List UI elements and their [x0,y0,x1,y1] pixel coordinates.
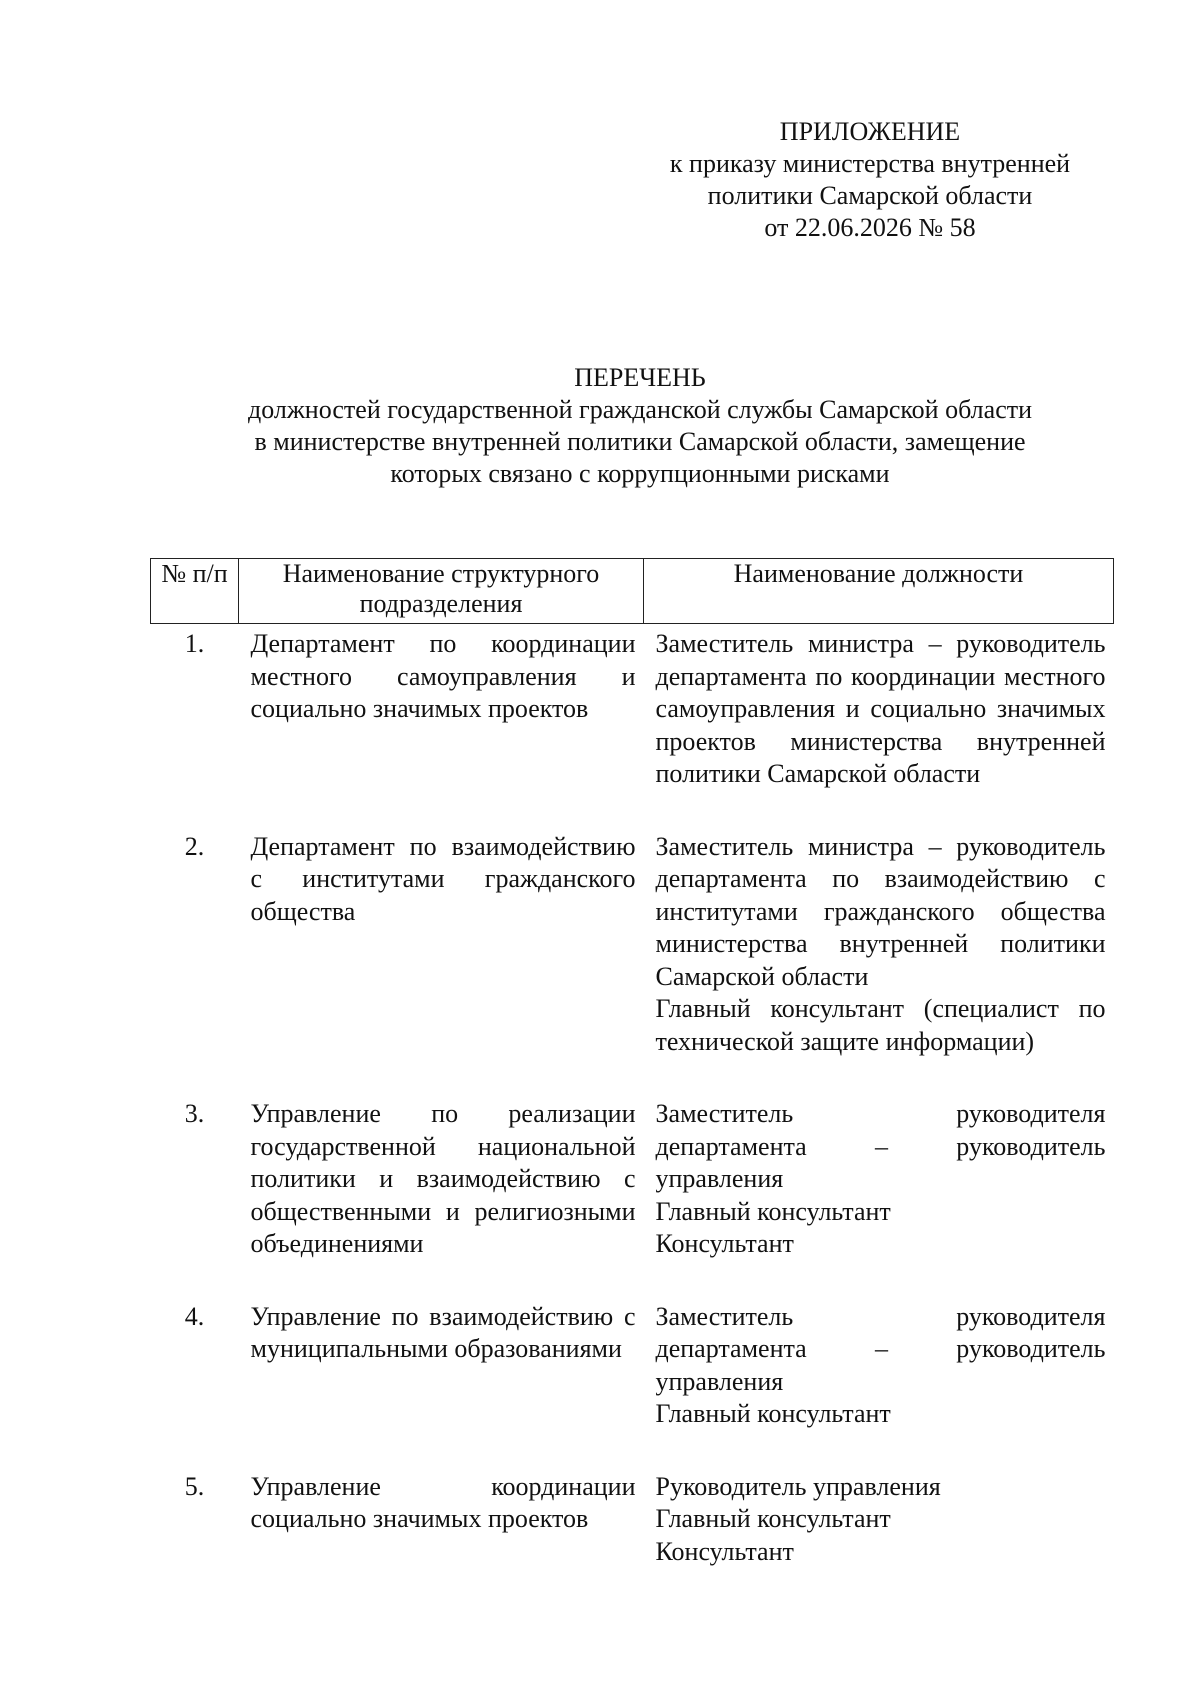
heading-line-3: которых связано с коррупционными рисками [390,459,890,488]
row-department: Управление координации социально значимых проектов [250,1471,636,1533]
row-number: 5. [184,1471,205,1501]
row-number: 3. [184,1099,205,1128]
row-positions [644,827,1114,1095]
row-positions [644,1467,1114,1569]
positions-table [150,558,1114,1568]
row-department: Департамент по взаимодействию с институтами гражданского общества [250,831,636,926]
table-row [151,624,1114,827]
row-department: Управление по взаимодействию с муниципальными образованиями [250,1301,636,1363]
position-item: Руководитель управления [655,1471,941,1501]
heading-line-1: должностей государственной гражданской службы Самарской области [247,395,1033,424]
table-row [151,827,1114,1095]
row-positions [644,624,1114,827]
row-department: Департамент по координации местного самоуправления и социально значимых проектов [250,629,636,723]
heading-line-2: в министерстве внутренней политики Самарской области, замещение [254,427,1026,456]
annex-title: ПРИЛОЖЕНИЕ [779,117,961,146]
position-item: Консультант [655,1536,794,1566]
position-item: Главный консультант [655,1504,891,1533]
header-department: Наименование структурного подразделения [239,559,644,624]
row-number: 1. [184,629,205,658]
position-item: Заместитель министра – руководитель департамента по взаимодействию с институтами гражданского общества министерства внутренней политики Самарской области [655,831,1106,991]
annex-date-number: от 22.06.2026 № 58 [764,213,976,242]
annex-line-1: к приказу министерства внутренней [669,149,1071,178]
row-number: 4. [184,1301,205,1331]
document-heading [150,362,1130,490]
annex-line-2: политики Самарской области [707,181,1033,210]
position-item: Заместитель руководителя департамента – руководитель управления [655,1099,1106,1193]
position-item: Главный консультант [655,1196,891,1226]
row-positions [644,1094,1114,1297]
position-item: Консультант [655,1229,794,1258]
table-row [151,1094,1114,1297]
row-positions [644,1297,1114,1467]
table-header-row [151,559,1114,624]
position-item: Заместитель министра – руководитель департамента по координации местного самоуправления и социально значимых проектов министерства внутренней политики Самарской области [655,629,1106,788]
table-row [151,1467,1114,1569]
header-number: № п/п [151,559,239,624]
heading-title: ПЕРЕЧЕНЬ [574,363,706,392]
table-row [151,1297,1114,1467]
header-position: Наименование должности [644,559,1114,624]
position-item: Главный консультант [655,1399,891,1428]
row-department: Управление по реализации государственной национальной политики и взаимодействию с общественными и религиозными объединениями [250,1099,636,1258]
position-item: Главный консультант (специалист по технической защите информации) [655,994,1106,1056]
position-item: Заместитель руководителя департамента – руководитель управления [655,1301,1106,1396]
annex-block [640,116,1100,244]
row-number: 2. [184,831,205,861]
